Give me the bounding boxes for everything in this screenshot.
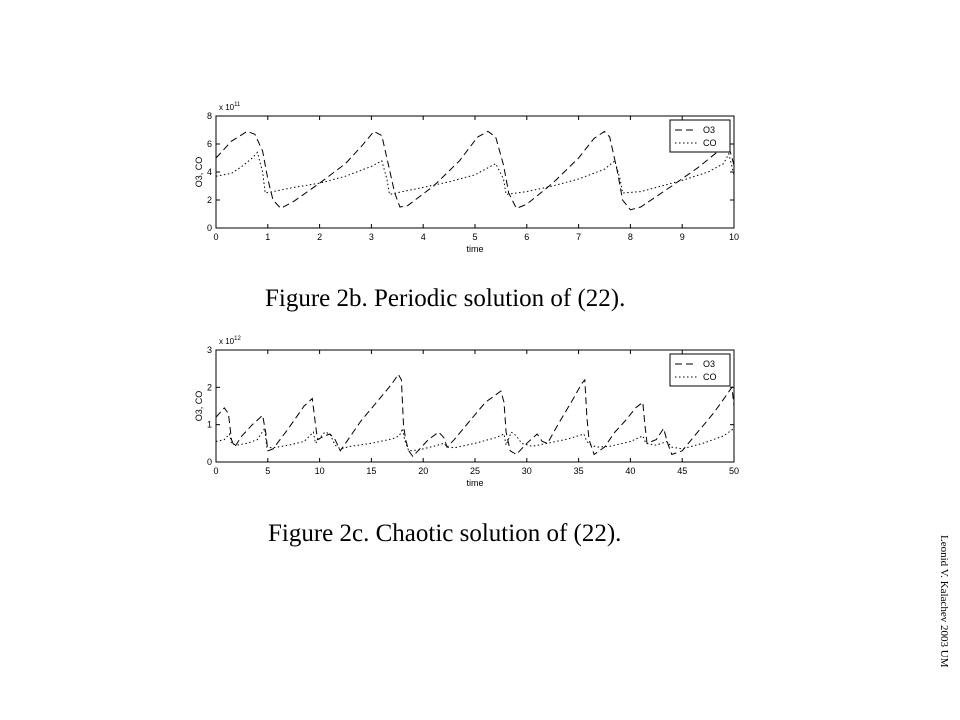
- y-axis-label: O3, CO: [194, 390, 204, 422]
- x-tick-label: 10: [314, 466, 325, 476]
- x-tick-label: 9: [679, 232, 685, 242]
- legend-box: [670, 354, 730, 386]
- x-tick-label: 45: [677, 466, 688, 476]
- y-exponent-label: [219, 336, 241, 346]
- x-axis-label: time: [466, 244, 484, 254]
- x-tick-label: 0: [213, 232, 219, 242]
- x-tick-label: 5: [265, 466, 271, 476]
- y-axis-label: O3, CO: [194, 156, 204, 188]
- legend-label: CO: [703, 372, 717, 382]
- chart-2b: [194, 102, 739, 254]
- legend-label: CO: [703, 138, 717, 148]
- y-exponent-base: x 10: [219, 103, 235, 112]
- x-tick-label: 1: [265, 232, 271, 242]
- x-tick-label: 40: [625, 466, 636, 476]
- plot-frame: [216, 350, 734, 462]
- plot-frame: [216, 116, 734, 228]
- x-tick-label: 25: [469, 466, 481, 476]
- series-line-co: [216, 152, 734, 194]
- y-tick-label: 2: [206, 195, 212, 205]
- x-tick-label: 6: [524, 232, 530, 242]
- caption-figure-2b: Figure 2b. Periodic solution of (22).: [265, 285, 626, 312]
- chart-2c: [194, 336, 739, 488]
- y-exponent-base: x 10: [219, 337, 235, 346]
- x-tick-label: 20: [418, 466, 429, 476]
- series-line-o3: [216, 131, 734, 209]
- x-tick-label: 15: [366, 466, 377, 476]
- y-tick-label: 4: [206, 167, 212, 177]
- x-tick-label: 0: [213, 466, 219, 476]
- x-tick-label: 5: [472, 232, 478, 242]
- x-tick-label: 35: [573, 466, 584, 476]
- legend-label: O3: [703, 359, 716, 369]
- y-tick-label: 2: [206, 382, 212, 393]
- y-tick-label: 0: [206, 457, 212, 467]
- y-exponent-power: 11: [234, 102, 241, 108]
- y-exponent-power: 12: [234, 336, 241, 342]
- author-watermark: Leonid V. Kalachev 2003 UM: [938, 535, 950, 668]
- y-tick-label: 1: [206, 419, 212, 430]
- x-tick-label: 30: [521, 466, 532, 476]
- x-tick-label: 2: [317, 232, 323, 242]
- x-tick-label: 10: [728, 232, 740, 242]
- x-tick-label: 50: [728, 466, 740, 476]
- legend-box: [670, 120, 730, 152]
- caption-figure-2c: Figure 2c. Chaotic solution of (22).: [268, 520, 622, 547]
- y-tick-label: 0: [206, 223, 212, 233]
- x-axis-label: time: [466, 478, 484, 488]
- y-exponent-label: [219, 102, 241, 112]
- x-tick-label: 4: [420, 232, 426, 242]
- x-tick-label: 7: [576, 232, 582, 242]
- x-tick-label: 3: [368, 232, 374, 242]
- x-tick-label: 8: [627, 232, 633, 242]
- y-tick-label: 8: [206, 111, 212, 121]
- legend-label: O3: [703, 125, 716, 135]
- y-tick-label: 3: [206, 345, 212, 355]
- y-tick-label: 6: [206, 139, 212, 149]
